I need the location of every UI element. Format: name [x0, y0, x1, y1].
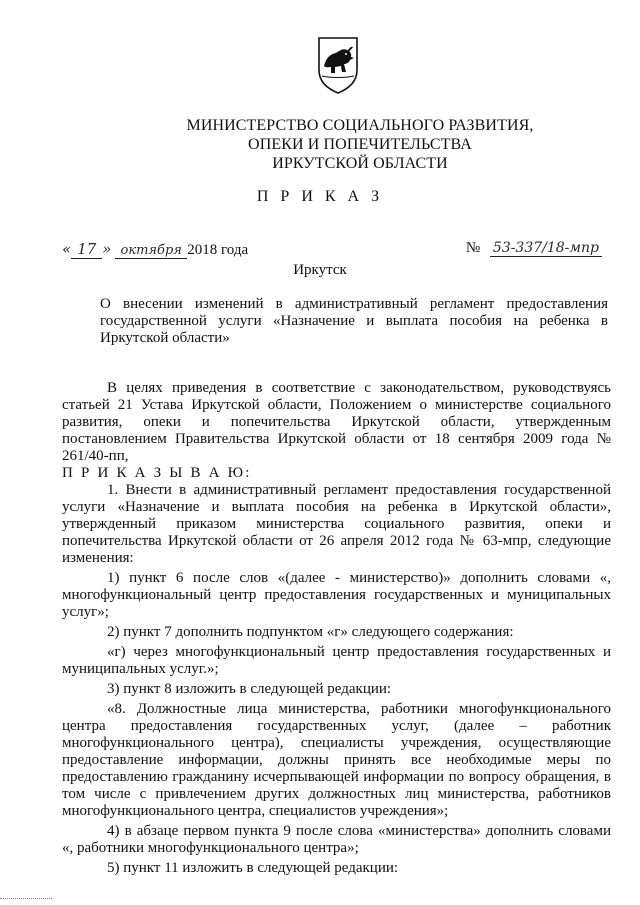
preamble: В целях приведения в соответствие с законодательством, руководствуясь статьей 21 Устава Иркутской области, Положением о министерстве социального развития, опеки и попечительства Иркутской области, утвержденным постановлением Правительства Иркутской области от 18 сентября 2009 года № 261/40-пп, [62, 380, 611, 464]
ministry-name-line: ИРКУТСКОЙ ОБЛАСТИ [272, 155, 448, 172]
order-word: П Р И К А З Ы В А Ю: [62, 465, 252, 481]
order-subject: О внесении изменений в административный регламент предоставления государственной услуги «Назначение и выплата пособия на ребенка в Иркутской области» [100, 296, 608, 346]
date-day: 17 [71, 240, 102, 259]
paragraph: 5) пункт 11 изложить в следующей редакции: [107, 860, 399, 876]
paragraph: 1) пункт 6 после слов «(далее - министерство)» дополнить словами «, многофункциональный центр предоставления государственных и муниципальных услуг»; [62, 570, 611, 620]
paragraph: 4) в абзаце первом пункта 9 после слова «министерства» дополнить словами «, работники многофункционального центра»; [62, 823, 611, 856]
date-year: 2018 года [187, 242, 249, 258]
paragraph: 3) пункт 8 изложить в следующей редакции: [107, 681, 392, 697]
ministry-name [160, 116, 560, 173]
paragraph: «г) через многофункциональный центр предоставления государственных и муниципальных услуг.»; [62, 644, 611, 677]
footer-divider [0, 898, 52, 899]
paragraph: «8. Должностные лица министерства, работники многофункционального центра предоставления государственных услуг, (далее – работник многофункционального центра), специалисты учреждения, осуществляющие предоставление информации, должны принять все необходимые меры по предоставлению гражданину исчерпывающей информации по вопросу обращения, в том числе с привлечением других должностных лиц министерства, работников многофункционального центра, специалистов учреждения»; [62, 701, 611, 819]
paragraph: 1. Внести в административный регламент предоставления государственной услуги «Назначение и выплата пособия на ребенка в Иркутской области», утвержденный приказом министерства социального развития, опеки и попечительства Иркутской области от 26 апреля 2012 года № 63-мпр, следующие изменения: [62, 482, 611, 566]
date-close-quote: » [102, 240, 112, 258]
number-label: № [465, 240, 481, 256]
paragraph: 2) пункт 7 дополнить подпунктом «г» следующего содержания: [107, 624, 514, 640]
order-number [466, 240, 602, 257]
order-date [62, 240, 248, 259]
date-month: октября [115, 243, 187, 259]
date-open-quote: « [62, 240, 72, 258]
city: Иркутск [293, 262, 347, 278]
order-body [62, 380, 611, 877]
coat-of-arms-icon [316, 36, 360, 94]
ministry-name-line: МИНИСТЕРСТВО СОЦИАЛЬНОГО РАЗВИТИЯ, [186, 117, 534, 134]
number-value: 53-337/18-мпр [490, 240, 602, 257]
ministry-name-line: ОПЕКИ И ПОПЕЧИТЕЛЬСТВА [248, 136, 472, 153]
document-title: П Р И К А З [256, 188, 384, 205]
